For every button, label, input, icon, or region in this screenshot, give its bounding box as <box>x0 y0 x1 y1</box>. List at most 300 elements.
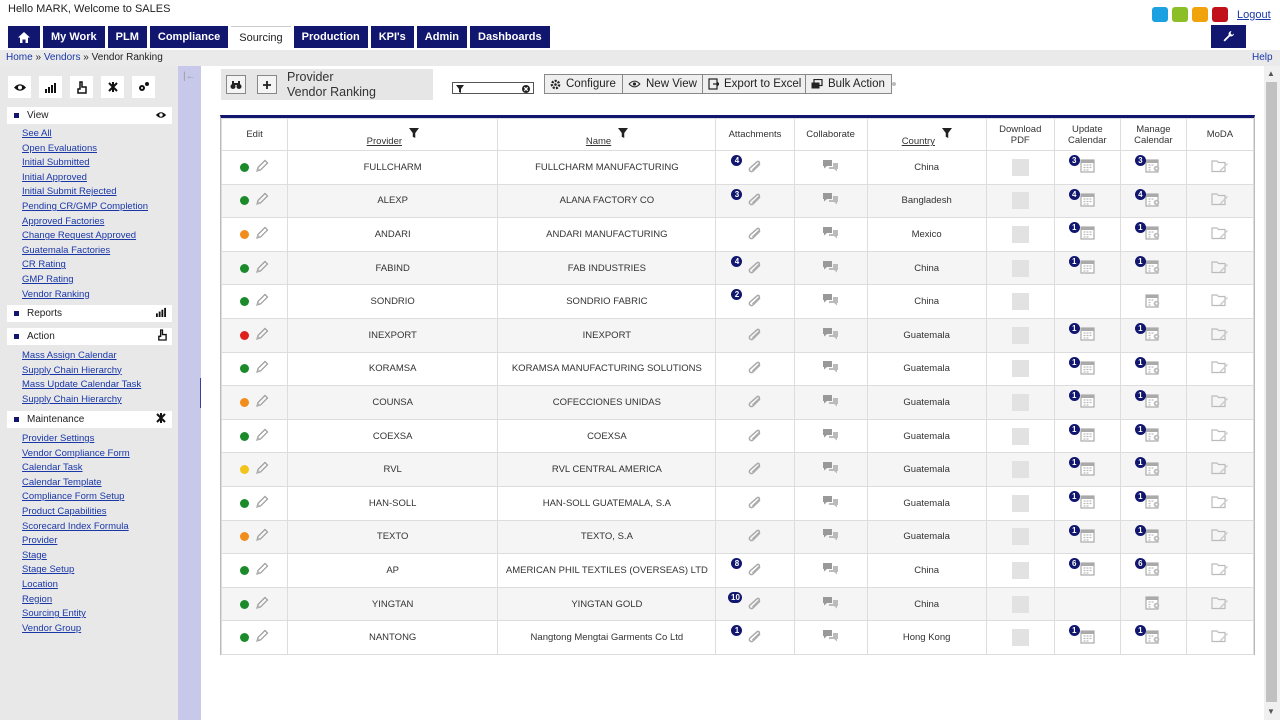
cell-name: HAN-SOLL GUATEMALA, S.A <box>498 486 716 520</box>
table-row[interactable] <box>222 151 1254 185</box>
pencil-icon[interactable] <box>255 192 269 209</box>
table-row[interactable] <box>222 285 1254 319</box>
chat-bubbles-icon[interactable] <box>822 327 839 344</box>
folder-edit-icon[interactable] <box>1211 428 1229 445</box>
bulk-action-button[interactable] <box>805 74 892 94</box>
sidebar-view-link-8[interactable]: Guatemala Factories <box>22 244 111 256</box>
cell-download-pdf <box>986 352 1054 386</box>
table-row[interactable] <box>222 621 1254 655</box>
nav-tab-my-work[interactable]: My Work <box>43 26 105 48</box>
sidebar-action-link-3[interactable]: Supply Chain Hierarchy <box>22 393 122 405</box>
table-row[interactable] <box>222 520 1254 554</box>
clear-filter-icon[interactable] <box>522 85 530 93</box>
cell-manage-calendar <box>1120 554 1186 588</box>
paperclip-icon[interactable] <box>747 159 763 176</box>
sidebar-maintenance-link-8[interactable]: Stage <box>22 549 47 561</box>
calendar-gear-icon[interactable] <box>1145 427 1161 445</box>
manage-calendar-count-badge: 1 <box>1135 390 1146 401</box>
section-marker <box>14 113 19 118</box>
cell-update-calendar <box>1054 318 1120 352</box>
cell-download-pdf <box>986 554 1054 588</box>
sidebar-maintenance-links <box>22 432 130 636</box>
table-row[interactable] <box>222 318 1254 352</box>
cell-manage-calendar <box>1120 486 1186 520</box>
cell-provider: YINGTAN <box>288 587 498 621</box>
cell-country: Guatemala <box>867 453 986 487</box>
vendor-table-body <box>222 151 1254 655</box>
chat-bubbles-icon[interactable] <box>822 596 839 613</box>
filter-icon[interactable] <box>618 128 628 138</box>
pdf-download-icon[interactable] <box>1012 562 1029 579</box>
pencil-icon[interactable] <box>255 327 269 344</box>
cell-download-pdf <box>986 453 1054 487</box>
pdf-download-icon[interactable] <box>1012 596 1029 613</box>
cell-country: China <box>867 554 986 588</box>
tools-button[interactable] <box>1211 25 1246 48</box>
collapse-arrow-icon[interactable]: |← <box>183 71 196 82</box>
page-title-line1: Provider <box>287 70 334 84</box>
calendar-icon[interactable] <box>1080 561 1095 579</box>
theme-swatch-orange[interactable] <box>1192 7 1208 22</box>
sidebar-maintenance-link-12[interactable]: Sourcing Entity <box>22 608 86 620</box>
sidebar-view-link-7[interactable]: Change Request Approved <box>22 230 137 242</box>
sidebar-maintenance-link-11[interactable]: Region <box>22 593 53 605</box>
cell-provider: HAN-SOLL <box>288 486 498 520</box>
paperclip-icon[interactable] <box>747 528 763 545</box>
nav-tab-production[interactable]: Production <box>294 26 368 48</box>
breadcrumb-home[interactable]: Home <box>6 52 33 63</box>
cell-provider: KORAMSA <box>288 352 498 386</box>
cell-manage-calendar <box>1120 218 1186 252</box>
status-dot <box>240 398 249 407</box>
paperclip-icon[interactable] <box>747 428 763 445</box>
binoculars-icon <box>230 80 242 90</box>
cell-edit <box>222 151 288 185</box>
sidebar-maintenance-link-2[interactable]: Calendar Task <box>22 462 83 474</box>
page-toolbar <box>221 69 433 100</box>
calendar-gear-icon[interactable] <box>1145 259 1161 277</box>
cell-name: INEXPORT <box>498 318 716 352</box>
calendar-gear-icon[interactable] <box>1145 561 1161 579</box>
table-row[interactable] <box>222 554 1254 588</box>
manage-calendar-count-badge: 1 <box>1135 256 1146 267</box>
sidebar-view-link-10[interactable]: GMP Rating <box>22 273 74 285</box>
home-tab[interactable] <box>8 26 40 48</box>
sidebar-view-link-6[interactable]: Approved Factories <box>22 215 105 227</box>
section-marker <box>14 417 19 422</box>
manage-calendar-count-badge: 1 <box>1135 357 1146 368</box>
status-dot <box>240 600 249 609</box>
manage-calendar-count-badge: 1 <box>1135 457 1146 468</box>
eye-icon <box>155 108 167 125</box>
pencil-icon[interactable] <box>255 596 269 613</box>
col-header-moda-label: MoDA <box>1206 129 1234 140</box>
sidebar-collapse-strip[interactable] <box>178 66 201 720</box>
cell-attachments <box>716 453 794 487</box>
cell-moda <box>1186 251 1253 285</box>
cell-moda <box>1186 184 1253 218</box>
table-row[interactable] <box>222 587 1254 621</box>
folder-edit-icon[interactable] <box>1211 461 1229 478</box>
folder-edit-icon[interactable] <box>1211 495 1229 512</box>
pdf-download-icon[interactable] <box>1012 226 1029 243</box>
calendar-gear-icon[interactable] <box>1145 461 1161 479</box>
calendar-icon[interactable] <box>1080 629 1095 647</box>
pencil-icon[interactable] <box>255 629 269 646</box>
bulk-action-label: Bulk Action <box>828 78 885 90</box>
new-view-button[interactable] <box>622 74 704 94</box>
cell-moda <box>1186 419 1253 453</box>
status-dot <box>240 163 249 172</box>
calendar-icon[interactable] <box>1080 393 1095 411</box>
filter-icon[interactable] <box>942 128 952 138</box>
scroll-up-arrow[interactable]: ▲ <box>1267 69 1275 78</box>
cell-update-calendar <box>1054 587 1120 621</box>
table-row[interactable] <box>222 453 1254 487</box>
cell-provider: COUNSA <box>288 386 498 420</box>
table-row[interactable] <box>222 218 1254 252</box>
status-dot <box>240 331 249 340</box>
folder-edit-icon[interactable] <box>1211 327 1229 344</box>
calendar-gear-icon[interactable] <box>1145 360 1161 378</box>
col-header-manage-label: Manage <box>1136 123 1171 135</box>
sidebar-maintenance-link-6[interactable]: Scorecard Index Formula <box>22 520 129 532</box>
calendar-gear-icon[interactable] <box>1145 225 1161 243</box>
chat-bubbles-icon[interactable] <box>822 394 839 411</box>
calendar-gear-icon[interactable] <box>1145 595 1161 613</box>
chat-bubbles-icon[interactable] <box>822 495 839 512</box>
folder-edit-icon[interactable] <box>1211 293 1229 310</box>
cell-moda <box>1186 285 1253 319</box>
sidebar-maintenance-link-10[interactable]: Location <box>22 578 58 590</box>
sidebar-view-link-11[interactable]: Vendor Ranking <box>22 288 90 300</box>
pencil-icon[interactable] <box>255 428 269 445</box>
hand-pointer-icon <box>157 329 167 347</box>
calendar-icon[interactable] <box>1080 192 1095 210</box>
pencil-icon[interactable] <box>255 360 269 377</box>
chat-bubbles-icon[interactable] <box>822 192 839 209</box>
cell-update-calendar <box>1054 520 1120 554</box>
cell-edit <box>222 285 288 319</box>
paperclip-icon[interactable] <box>747 394 763 411</box>
pencil-icon[interactable] <box>255 226 269 243</box>
sidebar-action-link-2[interactable]: Mass Update Calendar Task <box>22 379 142 391</box>
table-row[interactable] <box>222 184 1254 218</box>
pdf-download-icon[interactable] <box>1012 394 1029 411</box>
cell-name: COFECCIONES UNIDAS <box>498 386 716 420</box>
nav-tab-sourcing[interactable]: Sourcing <box>231 26 290 48</box>
scroll-down-arrow[interactable]: ▼ <box>1267 707 1275 716</box>
sidebar-view-link-3[interactable]: Initial Approved <box>22 171 87 183</box>
calendar-icon[interactable] <box>1080 427 1095 445</box>
sidebar-section-reports[interactable] <box>7 305 172 322</box>
cell-provider: SONDRIO <box>288 285 498 319</box>
cell-name: FAB INDUSTRIES <box>498 251 716 285</box>
pencil-icon[interactable] <box>255 528 269 545</box>
folder-edit-icon[interactable] <box>1211 192 1229 209</box>
status-dot <box>240 196 249 205</box>
manage-calendar-count-badge: 4 <box>1135 189 1146 200</box>
theme-swatch-blue[interactable] <box>1152 7 1168 22</box>
pencil-icon[interactable] <box>255 260 269 277</box>
filter-input[interactable] <box>452 82 534 94</box>
manage-calendar-count-badge: 1 <box>1135 491 1146 502</box>
sidebar-section-action[interactable] <box>7 328 172 345</box>
calendar-gear-icon[interactable] <box>1145 393 1161 411</box>
nav-tab-dashboards[interactable]: Dashboards <box>470 26 550 48</box>
chat-bubbles-icon[interactable] <box>822 428 839 445</box>
vertical-scrollbar[interactable] <box>1264 66 1280 720</box>
cell-collaborate <box>794 151 867 185</box>
calendar-icon[interactable] <box>1080 360 1095 378</box>
col-header-edit-label: Edit <box>246 129 263 140</box>
chat-bubbles-icon[interactable] <box>822 562 839 579</box>
pdf-download-icon[interactable] <box>1012 159 1029 176</box>
manage-calendar-count-badge: 1 <box>1135 323 1146 334</box>
chat-bubbles-icon[interactable] <box>822 461 839 478</box>
cell-manage-calendar <box>1120 184 1186 218</box>
folder-edit-icon[interactable] <box>1211 596 1229 613</box>
chat-bubbles-icon[interactable] <box>822 226 839 243</box>
sidebar-maintenance-button[interactable] <box>101 76 124 98</box>
calendar-icon[interactable] <box>1080 259 1095 277</box>
cell-download-pdf <box>986 386 1054 420</box>
section-marker <box>14 311 19 316</box>
sort-name-link[interactable]: Name <box>585 136 612 147</box>
attachment-count-badge: 2 <box>731 289 742 300</box>
sidebar-settings-button[interactable] <box>132 76 155 98</box>
sort-country-link[interactable]: Country <box>901 136 935 147</box>
calendar-gear-icon[interactable] <box>1145 158 1161 176</box>
cell-attachments <box>716 486 794 520</box>
chat-bubbles-icon[interactable] <box>822 293 839 310</box>
pdf-download-icon[interactable] <box>1012 260 1029 277</box>
theme-swatch-green[interactable] <box>1172 7 1188 22</box>
calendar-gear-icon[interactable] <box>1145 629 1161 647</box>
paperclip-icon[interactable] <box>747 192 763 209</box>
sidebar-section-maintenance[interactable] <box>7 411 172 428</box>
pdf-download-icon[interactable] <box>1012 192 1029 209</box>
cell-edit <box>222 419 288 453</box>
calendar-gear-icon[interactable] <box>1145 192 1161 210</box>
update-calendar-count-badge: 1 <box>1069 625 1080 636</box>
cell-download-pdf <box>986 520 1054 554</box>
pencil-icon[interactable] <box>255 495 269 512</box>
pencil-icon[interactable] <box>255 461 269 478</box>
cell-name: SONDRIO FABRIC <box>498 285 716 319</box>
pencil-icon[interactable] <box>255 293 269 310</box>
calendar-icon[interactable] <box>1080 225 1095 243</box>
sidebar-maintenance-link-4[interactable]: Compliance Form Setup <box>22 491 125 503</box>
calendar-gear-icon[interactable] <box>1145 293 1161 311</box>
cell-manage-calendar <box>1120 587 1186 621</box>
sidebar-view-link-2[interactable]: Initial Submitted <box>22 157 90 169</box>
cell-provider: ANDARI <box>288 218 498 252</box>
pdf-download-icon[interactable] <box>1012 428 1029 445</box>
sidebar-maintenance-link-3[interactable]: Calendar Template <box>22 476 102 488</box>
chat-bubbles-icon[interactable] <box>822 528 839 545</box>
breadcrumb <box>6 50 163 66</box>
update-calendar-count-badge: 6 <box>1069 558 1080 569</box>
paperclip-icon[interactable] <box>747 293 763 310</box>
calendar-gear-icon[interactable] <box>1145 528 1161 546</box>
sidebar-view-button[interactable] <box>8 76 31 98</box>
cell-manage-calendar <box>1120 386 1186 420</box>
cell-attachments <box>716 218 794 252</box>
sidebar-section-maintenance-title: Maintenance <box>27 414 85 425</box>
sidebar-view-link-5[interactable]: Pending CR/GMP Completion <box>22 200 149 212</box>
col-header-attachments <box>716 119 794 151</box>
folder-edit-icon[interactable] <box>1211 159 1229 176</box>
sidebar-action-button[interactable] <box>70 76 93 98</box>
chat-bubbles-icon[interactable] <box>822 260 839 277</box>
cell-name: RVL CENTRAL AMERICA <box>498 453 716 487</box>
chat-bubbles-icon[interactable] <box>822 159 839 176</box>
table-row[interactable] <box>222 486 1254 520</box>
paperclip-icon[interactable] <box>747 596 763 613</box>
cell-country: Guatemala <box>867 419 986 453</box>
folder-edit-icon[interactable] <box>1211 562 1229 579</box>
sidebar-maintenance-link-9[interactable]: Stage Setup <box>22 564 75 576</box>
paperclip-icon[interactable] <box>747 629 763 646</box>
pencil-icon[interactable] <box>255 562 269 579</box>
calendar-icon[interactable] <box>1080 494 1095 512</box>
sidebar-action-link-1[interactable]: Supply Chain Hierarchy <box>22 364 122 376</box>
cell-edit <box>222 218 288 252</box>
configure-button[interactable] <box>544 74 623 94</box>
welcome-text: Hello MARK, Welcome to SALES <box>8 3 171 15</box>
cell-country: Mexico <box>867 218 986 252</box>
calendar-gear-icon[interactable] <box>1145 326 1161 344</box>
cell-provider: FABIND <box>288 251 498 285</box>
pdf-download-icon[interactable] <box>1012 360 1029 377</box>
calendar-icon[interactable] <box>1080 158 1095 176</box>
nav-tab-plm[interactable]: PLM <box>108 26 147 48</box>
sidebar-maintenance-link-0[interactable]: Provider Settings <box>22 433 95 444</box>
calendar-icon[interactable] <box>1080 326 1095 344</box>
cell-edit <box>222 520 288 554</box>
export-excel-button[interactable] <box>702 74 808 94</box>
update-calendar-count-badge: 1 <box>1069 256 1080 267</box>
scrollbar-thumb[interactable] <box>1266 82 1277 702</box>
sidebar-maintenance-link-5[interactable]: Product Capabilities <box>22 505 107 517</box>
pdf-download-icon[interactable] <box>1012 528 1029 545</box>
cell-download-pdf <box>986 151 1054 185</box>
folder-edit-icon[interactable] <box>1211 629 1229 646</box>
sidebar-maintenance-link-13[interactable]: Vendor Group <box>22 622 82 634</box>
sidebar-section-view[interactable] <box>7 107 172 124</box>
sort-provider-link[interactable]: Provider <box>366 136 403 147</box>
calendar-gear-icon[interactable] <box>1145 494 1161 512</box>
pdf-download-icon[interactable] <box>1012 461 1029 478</box>
logout-link[interactable]: Logout <box>1237 9 1271 21</box>
sidebar-view-link-4[interactable]: Initial Submit Rejected <box>22 186 117 198</box>
folder-edit-icon[interactable] <box>1211 394 1229 411</box>
cell-collaborate <box>794 318 867 352</box>
cell-edit <box>222 554 288 588</box>
calendar-icon[interactable] <box>1080 528 1095 546</box>
cell-name: FULLCHARM MANUFACTURING <box>498 151 716 185</box>
cell-edit <box>222 386 288 420</box>
folder-edit-icon[interactable] <box>1211 528 1229 545</box>
cell-collaborate <box>794 520 867 554</box>
col-header-provider[interactable] <box>288 119 498 151</box>
paperclip-icon[interactable] <box>747 260 763 277</box>
sidebar-maintenance-link-1[interactable]: Vendor Compliance Form <box>22 447 130 459</box>
cell-download-pdf <box>986 587 1054 621</box>
attachment-count-badge: 1 <box>731 625 742 636</box>
help-link[interactable]: Help <box>1252 52 1273 63</box>
paperclip-icon[interactable] <box>747 327 763 344</box>
paperclip-icon[interactable] <box>747 495 763 512</box>
cell-collaborate <box>794 587 867 621</box>
manage-calendar-count-badge: 1 <box>1135 525 1146 536</box>
sidebar-view-link-9[interactable]: CR Rating <box>22 259 66 271</box>
breadcrumb-vendors[interactable]: Vendors <box>43 52 81 63</box>
table-row[interactable] <box>222 352 1254 386</box>
paperclip-icon[interactable] <box>747 461 763 478</box>
theme-swatch-red[interactable] <box>1212 7 1228 22</box>
sidebar-action-link-0[interactable]: Mass Assign Calendar <box>22 350 117 361</box>
toolbar-more-dot[interactable] <box>892 82 896 86</box>
nav-tab-compliance[interactable]: Compliance <box>150 26 228 48</box>
pdf-download-icon[interactable] <box>1012 495 1029 512</box>
col-header-country[interactable] <box>867 119 986 151</box>
attachment-count-badge: 4 <box>731 256 742 267</box>
cell-download-pdf <box>986 419 1054 453</box>
cell-update-calendar <box>1054 386 1120 420</box>
pencil-icon[interactable] <box>255 394 269 411</box>
chat-bubbles-icon[interactable] <box>822 360 839 377</box>
cell-edit <box>222 184 288 218</box>
nav-tab-kpis[interactable]: KPI's <box>371 26 414 48</box>
filter-icon[interactable] <box>409 128 419 138</box>
col-header-name[interactable] <box>498 119 716 151</box>
col-header-update-label: Update <box>1071 123 1103 135</box>
add-button[interactable] <box>257 75 277 94</box>
sidebar-view-link-1[interactable]: Open Evaluations <box>22 142 97 154</box>
paperclip-icon[interactable] <box>747 562 763 579</box>
table-row[interactable] <box>222 251 1254 285</box>
pdf-download-icon[interactable] <box>1012 629 1029 646</box>
cell-country: Guatemala <box>867 386 986 420</box>
paperclip-icon[interactable] <box>747 360 763 377</box>
pdf-download-icon[interactable] <box>1012 293 1029 310</box>
status-dot <box>240 297 249 306</box>
cell-collaborate <box>794 352 867 386</box>
pencil-icon[interactable] <box>255 159 269 176</box>
cell-country: China <box>867 285 986 319</box>
table-row[interactable] <box>222 419 1254 453</box>
table-row[interactable] <box>222 386 1254 420</box>
folder-edit-icon[interactable] <box>1211 260 1229 277</box>
update-calendar-count-badge: 4 <box>1069 189 1080 200</box>
folder-edit-icon[interactable] <box>1211 360 1229 377</box>
calendar-icon[interactable] <box>1080 461 1095 479</box>
cell-attachments <box>716 554 794 588</box>
update-calendar-count-badge: 1 <box>1069 357 1080 368</box>
pdf-download-icon[interactable] <box>1012 327 1029 344</box>
paperclip-icon[interactable] <box>747 226 763 243</box>
chat-bubbles-icon[interactable] <box>822 629 839 646</box>
folder-edit-icon[interactable] <box>1211 226 1229 243</box>
nav-tab-admin[interactable]: Admin <box>417 26 467 48</box>
cell-attachments <box>716 151 794 185</box>
search-button[interactable] <box>226 75 246 94</box>
sidebar-maintenance-link-7[interactable]: Provider <box>22 535 58 547</box>
sidebar-reports-button[interactable] <box>39 76 62 98</box>
sidebar-view-link-0[interactable]: See All <box>22 128 52 139</box>
